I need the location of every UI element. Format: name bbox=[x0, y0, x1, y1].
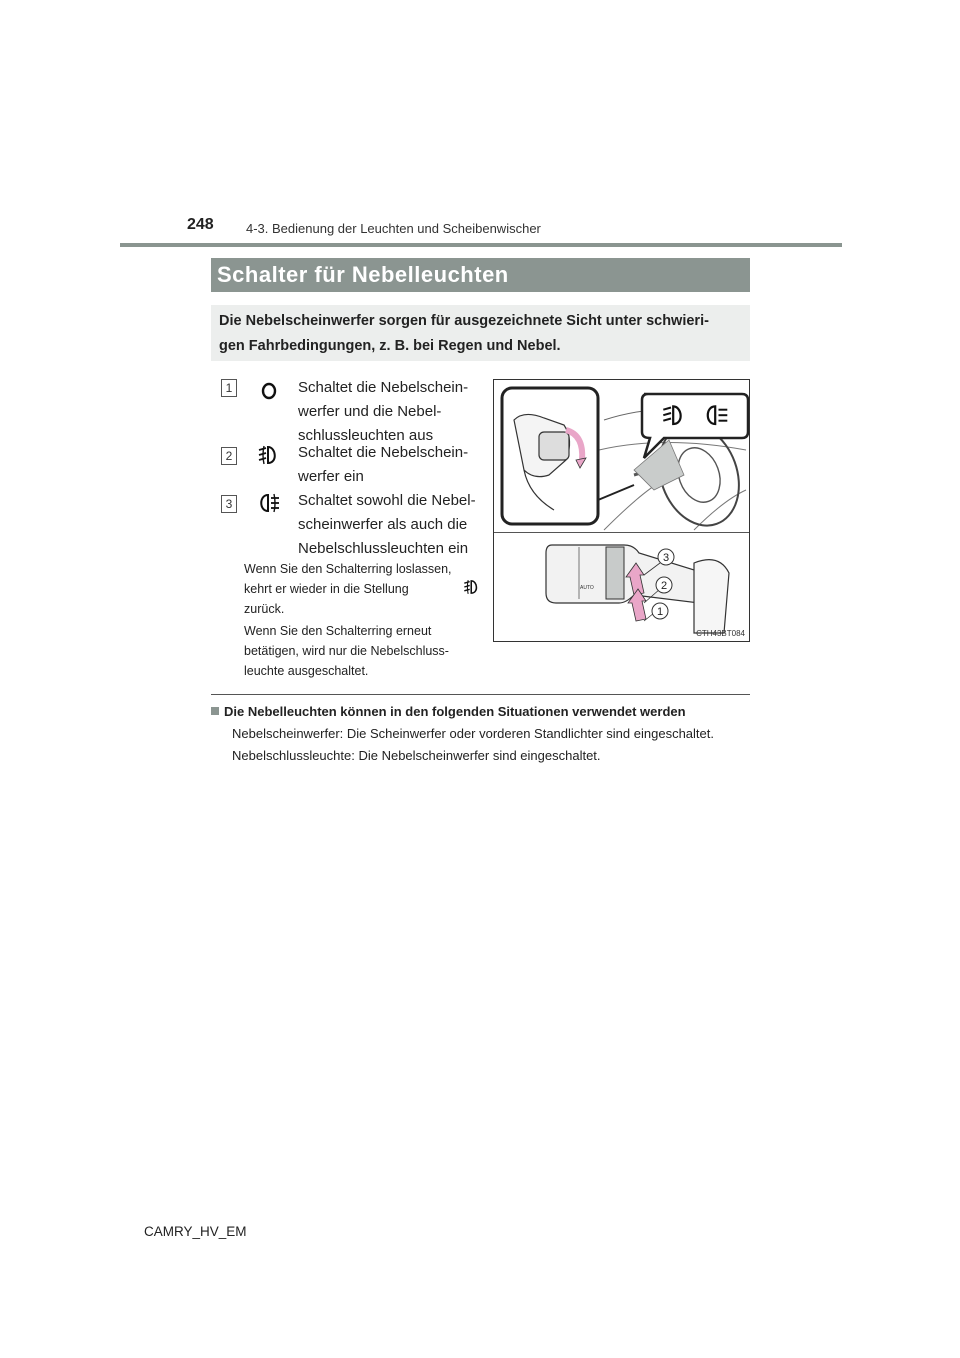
intro-line-2: gen Fahrbedingungen, z. B. bei Regen und Nebel. bbox=[219, 338, 561, 354]
front-fog-light-icon bbox=[256, 443, 282, 467]
item-number-3: 3 bbox=[221, 495, 237, 513]
callout-1: 1 bbox=[656, 606, 664, 618]
item-text-3 bbox=[298, 489, 478, 561]
item-3-line-1: Schaltet sowohl die Nebel- bbox=[298, 492, 476, 509]
item-1-line-1: Schaltet die Nebelschein- bbox=[298, 379, 469, 396]
item-3-line-2: scheinwerfer als auch die bbox=[298, 516, 468, 533]
stalk-auto-label: AUTO bbox=[580, 585, 594, 591]
item-text-1 bbox=[298, 376, 478, 448]
item-2-line-2: werfer ein bbox=[298, 468, 364, 485]
note-1-line-3: zurück. bbox=[244, 602, 285, 616]
model-footer: CAMRY_HV_EM bbox=[144, 1224, 247, 1239]
stalk-illustration bbox=[494, 533, 749, 641]
figure-code: CTH43BT084 bbox=[696, 629, 745, 638]
fog-light-switch-figure bbox=[493, 379, 750, 642]
dashboard-illustration bbox=[494, 380, 749, 532]
item-number-1: 1 bbox=[221, 379, 237, 397]
item-text-2 bbox=[298, 441, 478, 489]
front-fog-light-inline-icon bbox=[462, 577, 482, 597]
item-1-line-2: werfer und die Nebel- bbox=[298, 403, 442, 420]
note-2-line-2: betätigen, wird nur die Nebelschluss- bbox=[244, 644, 449, 658]
item-number-2: 2 bbox=[221, 447, 237, 465]
section-title: Schalter für Nebelleuchten bbox=[211, 258, 750, 292]
note-1-line-2-wrap bbox=[244, 579, 480, 599]
item-2-line-1: Schaltet die Nebelschein- bbox=[298, 444, 469, 461]
page-number: 248 bbox=[187, 216, 214, 233]
intro-box bbox=[211, 305, 750, 361]
info-divider bbox=[211, 694, 750, 695]
info-heading bbox=[211, 704, 686, 719]
header-divider bbox=[120, 243, 842, 247]
info-line-1: Nebelscheinwerfer: Die Scheinwerfer oder vorderen Standlichter sind eingeschaltet. bbox=[232, 726, 714, 741]
note-2-line-1: Wenn Sie den Schalterring erneut bbox=[244, 624, 432, 638]
fog-light-off-icon bbox=[256, 379, 282, 403]
intro-line-1: Die Nebelscheinwerfer sorgen für ausgezeichnete Sicht unter schwieri- bbox=[219, 313, 709, 329]
note-1-line-1: Wenn Sie den Schalterring loslassen, bbox=[244, 562, 452, 576]
note-2-line-3: leuchte ausgeschaltet. bbox=[244, 664, 369, 678]
item-3-line-3: Nebelschlussleuchten ein bbox=[298, 540, 469, 557]
callout-2: 2 bbox=[660, 580, 668, 592]
info-heading-text: Die Nebelleuchten können in den folgenden Situationen verwendet werden bbox=[224, 704, 686, 719]
info-line-2: Nebelschlussleuchte: Die Nebelscheinwerfer sind eingeschaltet. bbox=[232, 748, 601, 763]
rear-fog-light-icon bbox=[256, 491, 282, 515]
square-bullet-icon bbox=[211, 707, 219, 715]
chapter-title: 4-3. Bedienung der Leuchten und Scheibenwischer bbox=[246, 221, 541, 236]
item-1-line-3: schlussleuchten aus bbox=[298, 427, 434, 444]
callout-3: 3 bbox=[662, 552, 670, 564]
note-2 bbox=[244, 621, 480, 681]
note-1-line-2: kehrt er wieder in die Stellung bbox=[244, 582, 409, 596]
note-1 bbox=[244, 559, 480, 619]
